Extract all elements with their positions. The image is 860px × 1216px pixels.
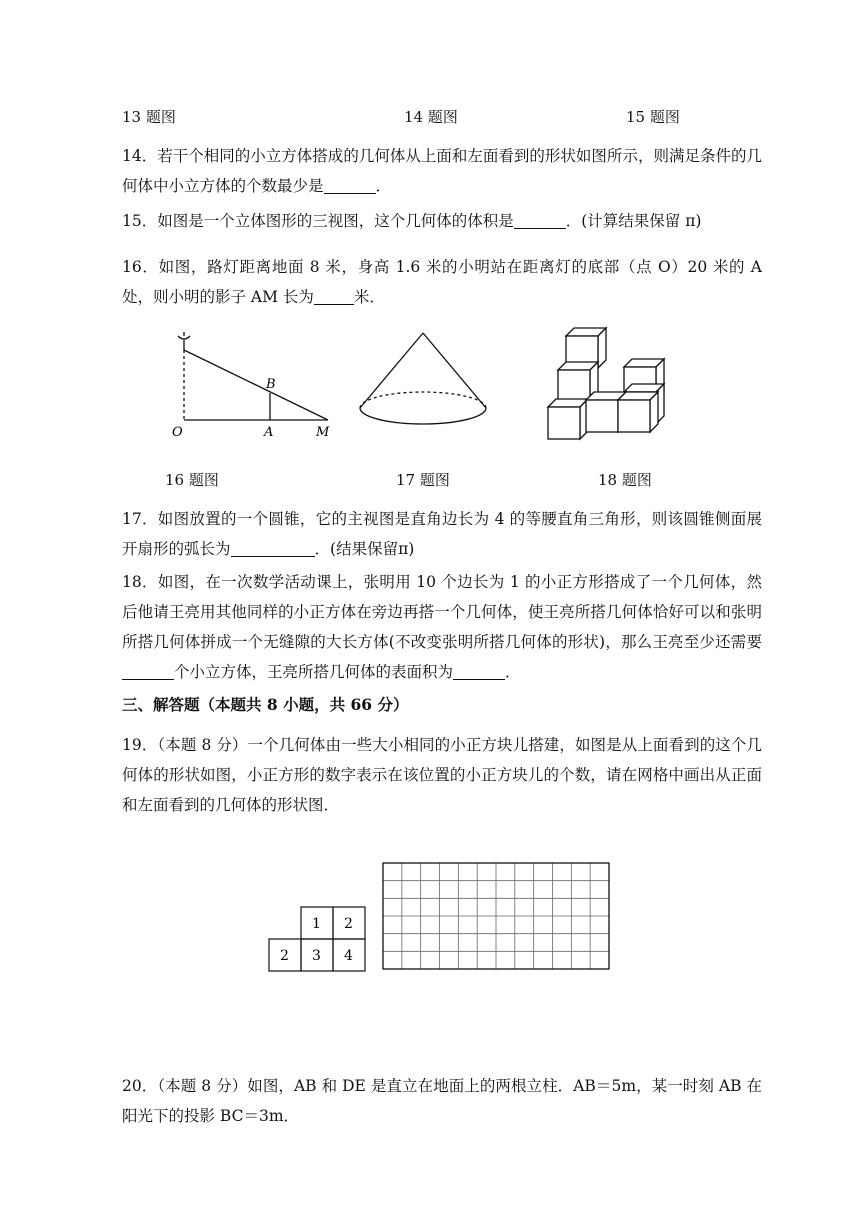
q19-text: 19．（本题 8 分）一个几何体由一些大小相同的小正方块儿搭建，如图是从上面看到的这个几何体的形状如图，小正方形的数字表示在该位置的小正方块儿的个数，请在网格中画出从正面和左面看到的几何体的形状图． [122,736,762,814]
cell-number: 2 [280,948,289,964]
caption-14: 14 题图 [404,108,458,126]
cell-number: 4 [344,948,353,964]
figure-16 [160,328,350,443]
q14-end: ． [375,177,392,195]
q16-blank[interactable] [314,286,354,305]
q20-text: 20．（本题 8 分）如图，AB 和 DE 是直立在地面上的两根立柱．AB＝5m，某一时刻 AB 在阳光下的投影 BC＝3m． [122,1077,762,1125]
figure-18 [544,322,669,442]
q17-end: ．(结果保留π) [314,540,415,558]
q16-end: 米． [353,288,385,306]
q18-text: 18．如图，在一次数学活动课上，张明用 10 个边长为 1 的小正方形搭成了一个几何体，然后他请王亮用其他同样的小正方体在旁边再搭一个几何体，使王亮所搭几何体恰好可以和张明所搭几何体拼成一个无缝隙的大长方体(不改变张明所搭几何体的形状)，那么王亮至少还需要 [122,573,762,651]
q15-blank[interactable] [514,210,566,229]
question-18 [122,567,762,687]
caption-15: 15 题图 [626,108,680,126]
cell-number: 3 [312,948,321,964]
q17-blank[interactable] [231,538,315,557]
cone-base-back [360,392,486,408]
lamp-icon [178,336,190,339]
cell-number: 1 [312,916,321,932]
q18-mid: 个小立方体，王亮所搭几何体的表面积为 [174,663,454,681]
label-o: O [172,425,183,440]
label-a: A [264,425,274,440]
question-19 [122,730,762,820]
q18-blank-2[interactable] [453,661,505,680]
cell-number: 2 [344,916,353,932]
caption-13: 13 题图 [122,108,176,126]
section-heading: 三、解答题（本题共 8 小题，共 66 分） [122,695,409,714]
cube [618,392,658,432]
label-m: M [316,425,330,440]
q15-text: 15．如图是一个立体图形的三视图，这个几何体的体积是 [122,212,514,230]
cone-right-edge [423,333,486,408]
question-20 [122,1071,762,1131]
caption-16: 16 题图 [165,471,219,489]
label-b: B [266,377,276,392]
q15-end: ．(计算结果保留 π) [565,212,702,230]
question-16 [122,252,762,312]
answer-grid[interactable] [382,862,612,972]
q18-end: ． [505,663,521,681]
q14-blank[interactable] [324,175,376,194]
caption-17: 17 题图 [396,471,450,489]
q16-text: 16．如图，路灯距离地面 8 米，身高 1.6 米的小明站在距离灯的底部（点 O）20 米的 A 处，则小明的影子 AM 长为 [122,258,762,306]
cube [548,399,588,439]
top-view-grid [268,906,368,972]
cone-left-edge [360,333,423,408]
question-17 [122,504,762,564]
question-15 [122,206,762,236]
figure-17 [354,330,494,430]
caption-18: 18 题图 [598,471,652,489]
light-ray [184,350,328,420]
question-14 [122,141,762,201]
cone-base-front [360,408,486,424]
q18-blank-1[interactable] [122,661,174,680]
q17-text: 17．如图放置的一个圆锥，它的主视图是直角边长为 4 的等腰直角三角形，则该圆锥侧面展开扇形的弧长为 [122,510,762,558]
q14-text: 14．若干个相同的小立方体搭成的几何体从上面和左面看到的形状如图所示，则满足条件的几何体中小立方体的个数最少是 [122,147,762,195]
